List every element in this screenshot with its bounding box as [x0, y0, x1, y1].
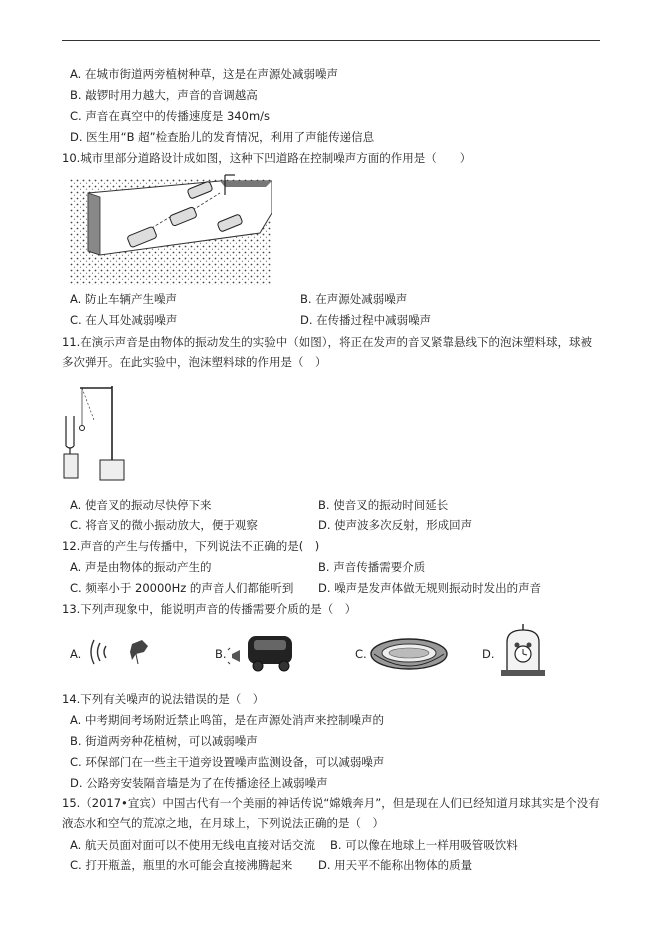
q10-option-a[interactable]: A. 防止车辆产生噪声	[70, 292, 177, 306]
q11-option-a[interactable]: A. 使音叉的振动尽快停下来	[70, 498, 212, 512]
q14-option-b[interactable]: B. 街道两旁种花植树，可以减弱噪声	[70, 734, 258, 748]
q15-option-d[interactable]: D. 用天平不能称出物体的质量	[318, 858, 473, 872]
q13-option-c-label[interactable]: C.	[355, 647, 367, 661]
q10-option-d[interactable]: D. 在传播过程中减弱噪声	[300, 313, 432, 327]
q11-option-d[interactable]: D. 使声波多次反射，形成回声	[318, 518, 473, 532]
bell-jar-alarm-clock-icon	[497, 622, 549, 678]
q14-option-a[interactable]: A. 中考期间考场附近禁止鸣笛，是在声源处消声来控制噪声的	[70, 713, 384, 727]
q9-option-c[interactable]: C. 声音在真空中的传播速度是 340m/s	[70, 109, 271, 123]
q15-option-b[interactable]: B. 可以像在地球上一样用吸管吸饮料	[330, 838, 518, 852]
q10-stem: 10.城市里部分道路设计成如图，这种下凹道路在控制噪声方面的作用是（ ）	[62, 151, 472, 165]
q15-stem-line1: 15.（2017•宜宾）中国古代有一个美丽的神话传说“嫦娥奔月”，但是现在人们已经知道月球其实是个没有	[62, 796, 600, 810]
sunken-road-figure	[70, 173, 272, 285]
q13-option-d-label[interactable]: D.	[482, 647, 495, 661]
q10-option-b[interactable]: B. 在声源处减弱噪声	[300, 292, 408, 306]
q9-option-d[interactable]: D. 医生用“B 超”检查胎儿的发育情况，利用了声能传递信息	[70, 130, 375, 144]
q14-stem: 14.下列有关噪声的说法错误的是（ ）	[62, 692, 265, 706]
q9-option-b[interactable]: B. 敲锣时用力越大，声音的音调越高	[70, 88, 258, 102]
q14-option-c[interactable]: C. 环保部门在一些主干道旁设置噪声监测设备，可以减弱噪声	[70, 755, 385, 769]
q11-option-b[interactable]: B. 使音叉的振动时间延长	[318, 498, 449, 512]
bird-and-sound-waves-icon	[86, 630, 156, 674]
q12-option-c[interactable]: C. 频率小于 20000Hz 的声音人们都能听到	[70, 581, 294, 595]
q15-option-a[interactable]: A. 航天员面对面可以不使用无线电直接对话交流	[70, 838, 315, 852]
q12-option-d[interactable]: D. 噪声是发声体做无规则振动时发出的声音	[318, 581, 542, 595]
stadium-icon	[368, 634, 450, 672]
q12-option-a[interactable]: A. 声是由物体的振动产生的	[70, 560, 212, 574]
q13-option-a-label[interactable]: A.	[70, 647, 82, 661]
q15-option-c[interactable]: C. 打开瓶盖，瓶里的水可能会直接沸腾起来	[70, 858, 293, 872]
q9-option-a[interactable]: A. 在城市街道两旁植树种草，这是在声源处减弱噪声	[70, 67, 338, 81]
q15-stem-line2: 液态水和空气的荒凉之地，在月球上，下列说法正确的是（ ）	[62, 816, 384, 830]
tuning-fork-stand-figure	[62, 380, 132, 486]
q11-stem-line2: 多次弹开。在此实验中，泡沫塑料球的作用是（ ）	[62, 355, 327, 369]
q11-option-c[interactable]: C. 将音叉的微小振动放大，便于观察	[70, 518, 258, 532]
q14-option-d[interactable]: D. 公路旁安装隔音墙是为了在传播途径上减弱噪声	[70, 776, 328, 790]
vehicle-horn-icon	[226, 628, 302, 674]
q10-option-c[interactable]: C. 在人耳处减弱噪声	[70, 313, 178, 327]
q13-option-b-label[interactable]: B.	[215, 647, 227, 661]
header-rule	[62, 40, 600, 41]
q11-stem-line1: 11.在演示声音是由物体的振动发生的实验中（如图），将正在发声的音叉紧靠悬线下的泡沫塑料球，球被	[62, 335, 593, 349]
q13-stem: 13.下列声现象中，能说明声音的传播需要介质的是（ ）	[62, 602, 357, 616]
q12-option-b[interactable]: B. 声音传播需要介质	[318, 560, 426, 574]
q12-stem: 12.声音的产生与传播中，下列说法不正确的是( )	[62, 539, 320, 553]
